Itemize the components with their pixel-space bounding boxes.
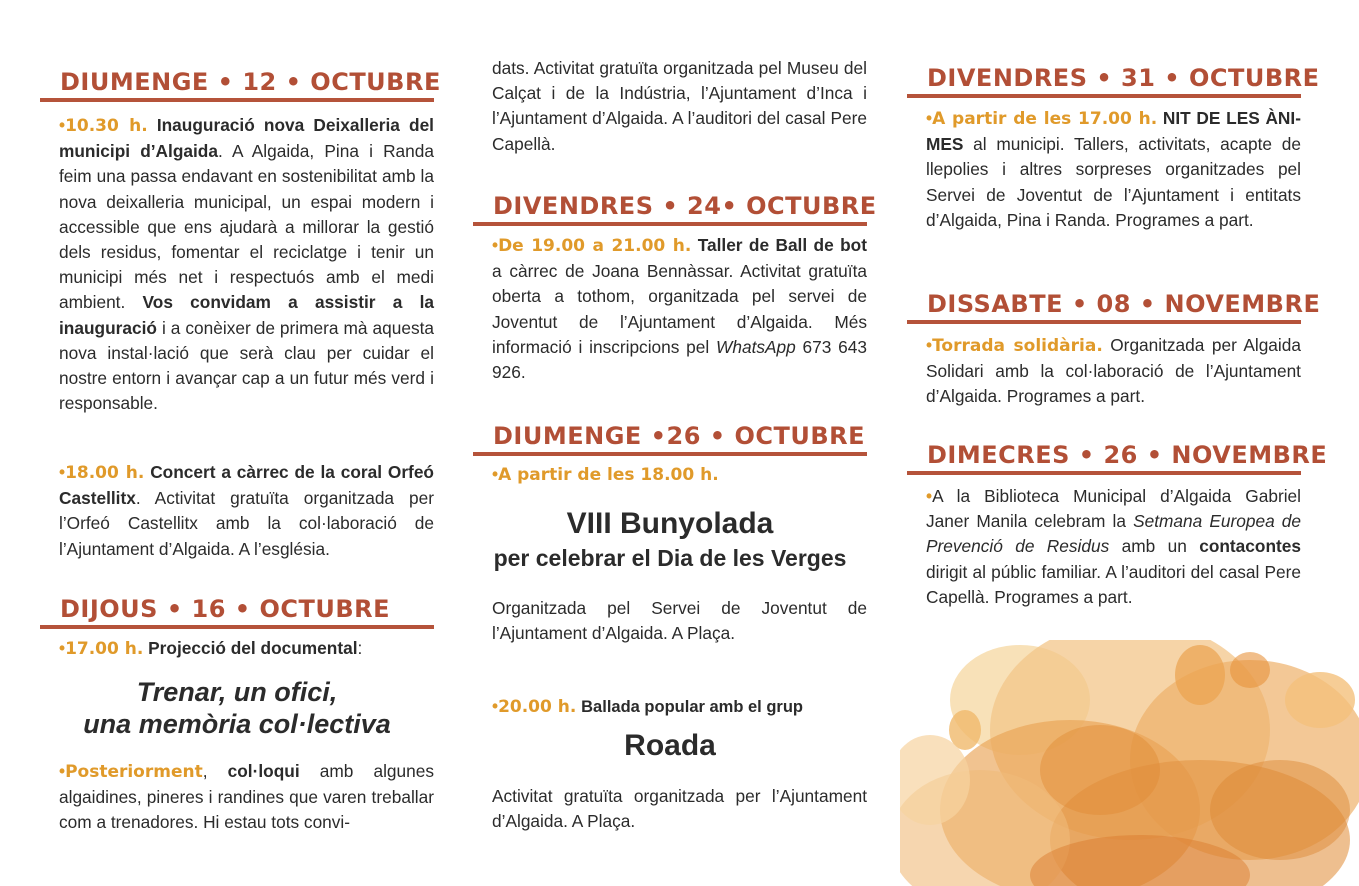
event-text: . Activitat gratuïta organitzada per l’Orfeó Castellitx amb la col·laboració de l’Ajuntament d’Algaida. A l’església. [59,488,434,559]
bullet: • [59,761,66,781]
bullet: • [492,464,499,484]
event-time: 17.00 h. [65,639,144,659]
date-header-08-novembre: DISSABTE • 08 • NOVEMBRE [907,290,1301,324]
documentary-title-line-1: Trenar, un ofici, [136,677,338,707]
event-colloqui [59,759,434,836]
event-text: amb un [1109,536,1200,557]
colon: : [357,638,363,658]
event-ball-de-bot [492,233,867,385]
date-header-12-octubre: DIUMENGE • 12 • OCTUBRE [40,68,434,102]
bunyolada-subtitle: per celebrar el Dia de les Verges [493,545,847,571]
event-title: Taller de Ball de bot [697,235,867,255]
event-title: NIT DE LES ÀNIMES [926,108,1301,155]
phone-number: 673 643 926. [492,336,867,383]
bullet: • [926,108,933,128]
roada-title: Roada [624,729,716,762]
ballada-text: Activitat gratuïta organitzada per l’Ajuntament d’Algaida. A Plaça. [492,786,867,832]
event-title: contacontes [1199,536,1301,557]
bullet: • [59,462,66,482]
event-nit-de-les-animes [926,106,1301,233]
event-title: col·loqui [227,761,300,781]
bunyolada-heading [473,505,867,573]
event-documental [59,636,434,662]
event-title: Ballada popular amb el grup [581,698,804,716]
date-header-26-novembre: DIMECRES • 26 • NOVEMBRE [907,441,1301,475]
event-text: A la Biblioteca Municipal d’Algaida Gabriel Janer Manila celebram la [926,486,1301,532]
event-title: Projecció del documental [148,638,358,658]
bunyolada-text: Organitzada pel Servei de Joventut de l’Ajuntament d’Algaida. A Plaça. [492,598,867,644]
date-header-31-octubre: DIVENDRES • 31 • OCTUBRE [907,64,1301,98]
continued-text: dats. Activitat gratuïta organitzada pel Museu del Calçat i de la Indústria, l’Ajuntament d’Inca i l’Ajuntament d’Algaida. A l’auditori del casal Pere Capellà. [492,58,867,154]
event-text: i a conèixer de primera mà aquesta nova instal·lació que serà clau per cuidar el nostre entorn i avançar cap a un futur més verd i responsable. [59,317,434,414]
event-text: al municipi. Tallers, activitats, acapte de llepolies i altres sorpreses organitzades pel Servei de Joventut de l’Ajuntament i entitats d’Algaida, Pina i Randa. Programes a part. [926,134,1301,230]
bullet: • [926,486,933,506]
documentary-title [40,676,434,740]
event-time: 20.00 h. [498,697,577,717]
bullet: • [492,235,499,255]
whatsapp-label: WhatsApp [716,336,796,357]
event-text: amb algunes algaidines, pineres i randines que varen treballar com a trenadores. Hi estau tots convi- [59,761,434,833]
event-time: Torrada solidària. [932,336,1103,356]
event-text: a càrrec de Joana Bennàssar. Activitat gratuïta oberta a tothom, organitzada pel servei de Joventut de l’Ajuntament d’Algaida. Més informació i inscripcions pel [492,261,867,357]
event-text: . A Algaida, Pina i Randa feim una passa endavant en sostenibilitat amb la nova deixalleria municipal, un espai modern i accessible que ens ajudarà a millorar la gestió dels residus, fomentar el reciclatge i tenir un municipi més net i respectuós amb el medi ambient. [59,141,435,313]
event-title: Concert a càrrec de la coral Orfeó Castellitx [59,462,434,509]
orange-bubbles-graphic [900,640,1359,886]
date-header-26-octubre: DIUMENGE •26 • OCTUBRE [473,422,867,456]
bunyolada-title: VIII Bunyolada [566,507,774,540]
event-highlight: Vos convidam a assistir a la inauguració [59,292,434,338]
event-time: A partir de les 17.00 h. [932,109,1158,129]
documentary-title-line-2: una memòria col·lectiva [83,709,391,739]
event-lead: Posteriorment [65,762,203,782]
event-title: Inauguració nova Deixalleria del municipi d’Algaida [59,115,434,162]
event-concert [59,460,434,562]
bullet: • [59,638,66,658]
event-text: dirigit al públic familiar. A l’auditori del casal Pere Capellà. Programes a part. [926,561,1301,607]
event-inauguracio [59,113,434,416]
event-text: Organitzada per Algaida Solidari amb la col·laboració de l’Ajuntament d’Algaida. Programes a part. [926,335,1301,407]
event-time: De 19.00 a 21.00 h. [498,236,692,256]
comma: , [202,761,228,781]
event-biblioteca [926,484,1301,610]
event-time: 18.00 h. [65,463,145,483]
date-header-24-octubre: DIVENDRES • 24• OCTUBRE [473,192,867,226]
event-bunyolada-time [492,462,867,488]
event-torrada [926,333,1301,410]
event-time: A partir de les 18.00 h. [498,465,719,485]
bullet: • [492,696,499,716]
event-time: 10.30 h. [65,116,148,136]
bullet: • [926,335,933,355]
event-italic: Setmana Europea de Prevenció de Residus [926,511,1302,557]
bullet: • [59,115,66,135]
event-ballada [492,694,867,720]
date-header-16-octubre: DIJOUS • 16 • OCTUBRE [40,595,434,629]
